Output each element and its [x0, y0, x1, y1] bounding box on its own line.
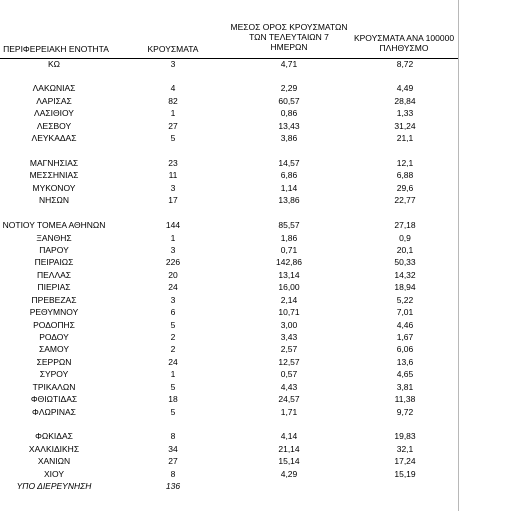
region-cell: ΥΠΟ ΔΙΕΡΕΥΝΗΣΗ	[16, 481, 92, 492]
cases-cell: 3	[170, 182, 176, 193]
table-row	[0, 219, 458, 231]
table-row	[0, 455, 458, 467]
per100k-cell: 28,84	[394, 95, 416, 106]
cases-cell: 5	[170, 406, 176, 417]
cases-cell: 27	[168, 456, 178, 467]
table-row	[0, 331, 458, 343]
cases-cell: 3	[170, 244, 176, 255]
table-row	[0, 120, 458, 132]
per100k-cell: 11,38	[394, 394, 416, 405]
region-cell: ΛΑΚΩΝΙΑΣ	[32, 83, 76, 94]
avg7-cell: 1,14	[280, 182, 298, 193]
cases-cell: 82	[168, 95, 178, 106]
table-row	[0, 244, 458, 256]
region-cell: ΣΥΡΟΥ	[39, 369, 69, 380]
region-cell: ΠΡΕΒΕΖΑΣ	[31, 294, 77, 305]
table-row	[0, 169, 458, 181]
cases-cell: 20	[168, 269, 178, 280]
cases-cell: 24	[168, 356, 178, 367]
region-cell: ΧΑΝΙΩΝ	[37, 456, 71, 467]
per100k-cell: 3,81	[396, 381, 414, 392]
per100k-cell: 18,94	[394, 282, 416, 293]
avg7-cell: 4,71	[280, 58, 298, 69]
avg7-cell: 16,00	[278, 282, 300, 293]
cases-cell: 4	[170, 83, 176, 94]
avg7-cell: 12,57	[278, 356, 300, 367]
region-cell: ΠΕΙΡΑΙΩΣ	[34, 257, 74, 268]
region-cell: ΝΗΣΩΝ	[38, 195, 70, 206]
header-region: ΠΕΡΙΦΕΡΕΙΑΚΗ ΕΝΟΤΗΤΑ	[3, 44, 109, 54]
per100k-cell: 50,33	[394, 257, 416, 268]
avg7-cell: 3,86	[280, 133, 298, 144]
table-row	[0, 82, 458, 94]
per100k-cell: 15,19	[394, 468, 416, 479]
avg7-cell: 4,43	[280, 381, 298, 392]
header-avg7-line2: ΤΩΝ ΤΕΛΕΥΤΑΙΩΝ 7	[249, 32, 329, 42]
table-row	[0, 368, 458, 380]
avg7-cell: 2,57	[280, 344, 298, 355]
cases-cell: 34	[168, 443, 178, 454]
header-per100k-line1: ΚΡΟΥΣΜΑΤΑ ΑΝΑ 100000	[353, 33, 455, 43]
avg7-cell: 1,71	[280, 406, 298, 417]
avg7-cell: 0,71	[280, 244, 298, 255]
per100k-cell: 17,24	[394, 456, 416, 467]
avg7-cell: 2,29	[280, 83, 298, 94]
table-row	[0, 256, 458, 268]
per100k-cell: 0,9	[399, 232, 411, 243]
avg7-cell: 3,43	[280, 331, 298, 342]
region-cell: ΤΡΙΚΑΛΩΝ	[32, 381, 76, 392]
avg7-cell: 13,86	[278, 195, 300, 206]
cases-cell: 2	[170, 331, 176, 342]
cases-cell: 11	[168, 170, 178, 181]
per100k-cell: 9,72	[396, 406, 414, 417]
per100k-cell: 31,24	[394, 120, 416, 131]
avg7-cell: 10,71	[278, 307, 300, 318]
table-row	[0, 480, 458, 492]
region-cell: ΧΙΟΥ	[43, 468, 65, 479]
avg7-cell: 142,86	[276, 257, 302, 268]
cases-cell: 5	[170, 319, 176, 330]
avg7-cell: 0,86	[280, 108, 298, 119]
cases-cell: 3	[170, 58, 176, 69]
cases-cell: 5	[170, 133, 176, 144]
region-cell: ΧΑΛΚΙΔΙΚΗΣ	[28, 443, 80, 454]
right-border	[458, 0, 459, 511]
region-cell: ΠΕΛΛΑΣ	[36, 269, 72, 280]
per100k-cell: 14,32	[394, 269, 416, 280]
per100k-cell: 8,72	[396, 58, 414, 69]
avg7-cell: 6,86	[280, 170, 298, 181]
table-row	[0, 294, 458, 306]
region-cell: ΜΕΣΣΗΝΙΑΣ	[29, 170, 79, 181]
avg7-cell: 4,29	[280, 468, 298, 479]
avg7-cell: 1,86	[280, 232, 298, 243]
table-row	[0, 232, 458, 244]
header-avg7	[222, 22, 356, 52]
region-cell: ΡΟΔΟΥ	[39, 331, 69, 342]
cases-cell: 27	[168, 120, 178, 131]
table-row	[0, 132, 458, 144]
table-row	[0, 406, 458, 418]
per100k-cell: 29,6	[396, 182, 414, 193]
per100k-cell: 13,6	[396, 356, 414, 367]
table-row	[0, 319, 458, 331]
avg7-cell: 3,00	[280, 319, 298, 330]
avg7-cell: 2,14	[280, 294, 298, 305]
cases-cell: 24	[168, 282, 178, 293]
cases-cell: 136	[165, 481, 181, 492]
region-cell: ΛΑΣΙΘΙΟΥ	[34, 108, 74, 119]
table-row	[0, 95, 458, 107]
per100k-cell: 5,22	[396, 294, 414, 305]
region-cell: ΡΕΘΥΜΝΟΥ	[29, 307, 79, 318]
avg7-cell: 15,14	[278, 456, 300, 467]
avg7-cell: 0,57	[280, 369, 298, 380]
cases-cell: 2	[170, 344, 176, 355]
region-cell: ΠΑΡΟΥ	[39, 244, 69, 255]
table-row	[0, 58, 458, 70]
table-row	[0, 443, 458, 455]
header-per100k	[342, 33, 466, 53]
avg7-cell: 13,14	[278, 269, 300, 280]
table-row	[0, 157, 458, 169]
per100k-cell: 22,77	[394, 195, 416, 206]
cases-cell: 23	[168, 157, 178, 168]
table-row	[0, 356, 458, 368]
table-row	[0, 306, 458, 318]
avg7-cell: 60,57	[278, 95, 300, 106]
avg7-cell: 85,57	[278, 220, 300, 231]
avg7-cell: 13,43	[278, 120, 300, 131]
table-row	[0, 207, 458, 219]
table-row	[0, 430, 458, 442]
avg7-cell: 14,57	[278, 157, 300, 168]
table-row	[0, 194, 458, 206]
per100k-cell: 6,88	[396, 170, 414, 181]
table-row	[0, 70, 458, 82]
region-cell: ΠΙΕΡΙΑΣ	[37, 282, 71, 293]
cases-cell: 18	[168, 394, 178, 405]
region-cell: ΞΑΝΘΗΣ	[36, 232, 72, 243]
region-cell: ΣΕΡΡΩΝ	[36, 356, 72, 367]
per100k-cell: 4,49	[396, 83, 414, 94]
per100k-cell: 32,1	[396, 443, 414, 454]
per100k-cell: 27,18	[394, 220, 416, 231]
table-row	[0, 107, 458, 119]
per100k-cell: 7,01	[396, 307, 414, 318]
table-row	[0, 343, 458, 355]
cases-cell: 3	[170, 294, 176, 305]
region-cell: ΜΥΚΟΝΟΥ	[32, 182, 76, 193]
per100k-cell: 21,1	[396, 133, 414, 144]
table-row	[0, 468, 458, 480]
region-cell: ΜΑΓΝΗΣΙΑΣ	[29, 157, 79, 168]
table-row	[0, 182, 458, 194]
per100k-cell: 20,1	[396, 244, 414, 255]
region-cell: ΦΛΩΡΙΝΑΣ	[32, 406, 76, 417]
cases-cell: 226	[165, 257, 181, 268]
avg7-cell: 24,57	[278, 394, 300, 405]
table-row	[0, 269, 458, 281]
region-cell: ΡΟΔΟΠΗΣ	[33, 319, 75, 330]
cases-cell: 1	[170, 108, 176, 119]
per100k-cell: 4,65	[396, 369, 414, 380]
header-per100k-line2: ΠΛΗΘΥΣΜΟ	[379, 43, 429, 53]
cases-cell: 144	[165, 220, 181, 231]
table-row	[0, 418, 458, 430]
cases-cell: 8	[170, 431, 176, 442]
per100k-cell: 6,06	[396, 344, 414, 355]
avg7-cell: 4,14	[280, 431, 298, 442]
table-row	[0, 381, 458, 393]
header-cases: ΚΡΟΥΣΜΑΤΑ	[147, 44, 199, 54]
region-cell: ΛΕΣΒΟΥ	[36, 120, 72, 131]
per100k-cell: 1,33	[396, 108, 414, 119]
region-cell: ΣΑΜΟΥ	[38, 344, 69, 355]
cases-cell: 1	[170, 232, 176, 243]
header-avg7-line1: ΜΕΣΟΣ ΟΡΟΣ ΚΡΟΥΣΜΑΤΩΝ	[230, 22, 348, 32]
per100k-cell: 12,1	[396, 157, 414, 168]
per100k-cell: 1,67	[396, 331, 414, 342]
cases-cell: 5	[170, 381, 176, 392]
header-avg7-line3: ΗΜΕΡΩΝ	[270, 42, 308, 52]
region-cell: ΦΩΚΙΔΑΣ	[35, 431, 73, 442]
table-row	[0, 145, 458, 157]
cases-cell: 1	[170, 369, 176, 380]
avg7-cell: 21,14	[278, 443, 300, 454]
cases-cell: 17	[168, 195, 178, 206]
region-cell: ΝΟΤΙΟΥ ΤΟΜΕΑ ΑΘΗΝΩΝ	[2, 220, 106, 231]
region-cell: ΛΑΡΙΣΑΣ	[36, 95, 72, 106]
cases-cell: 8	[170, 468, 176, 479]
per100k-cell: 4,46	[396, 319, 414, 330]
region-cell: ΦΘΙΩΤΙΔΑΣ	[30, 394, 78, 405]
region-cell: ΛΕΥΚΑΔΑΣ	[31, 133, 77, 144]
region-cell: ΚΩ	[47, 58, 61, 69]
table-row	[0, 281, 458, 293]
table-row	[0, 393, 458, 405]
per100k-cell: 19,83	[394, 431, 416, 442]
cases-cell: 6	[170, 307, 176, 318]
